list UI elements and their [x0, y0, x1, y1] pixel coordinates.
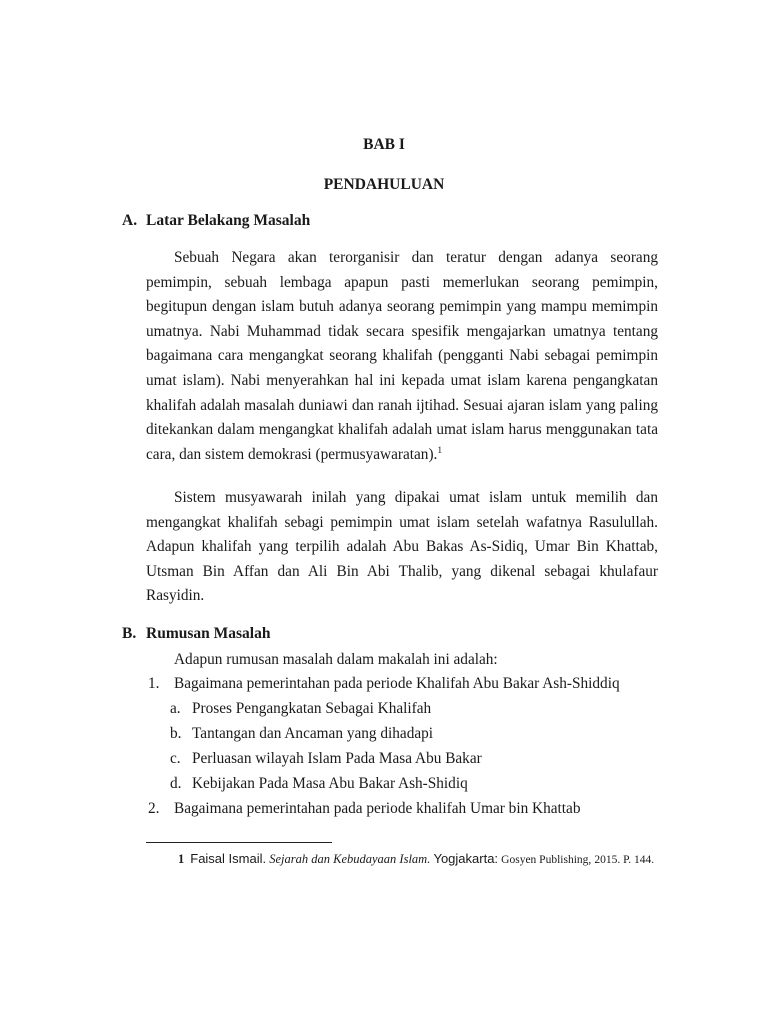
footnote-number: 1 [178, 852, 185, 866]
list-item-1 [148, 675, 620, 693]
list-item-1-number: 1. [148, 675, 160, 692]
footnote-book-title: Sejarah dan Kebudayaan Islam. [269, 852, 431, 866]
section-b-label: B. [122, 625, 137, 642]
list-item-1-text: Bagaimana pemerintahan pada periode Khalifah Abu Bakar Ash-Shiddiq [174, 675, 620, 692]
sub-item-d-text: Kebijakan Pada Masa Abu Bakar Ash-Shidiq [192, 775, 468, 792]
list-item-2-text: Bagaimana pemerintahan pada periode khalifah Umar bin Khattab [174, 800, 581, 817]
background-paragraph-2 [146, 486, 658, 609]
chapter-label: BAB I [363, 136, 405, 153]
sub-item-a [170, 700, 431, 718]
section-a-title: Latar Belakang Masalah [146, 212, 311, 229]
footnote-author: Faisal Ismail. [190, 851, 267, 866]
paragraph-1-text: Sebuah Negara akan terorganisir dan teratur dengan adanya seorang pemimpin, sebuah lembaga apapun pasti memerlukan seorang pemimpin, begitupun dengan islam butuh adanya seorang pemimpin yang mampu memimpin umatnya. Nabi Muhammad tidak secara spesifik mengajarkan umatnya tentang bagaimana cara mengangkat seorang khalifah (pengganti Nabi sebagai pemimpin umat islam). Nabi menyerahkan hal ini kepada umat islam karena pengangkatan khalifah adalah masalah duniawi dan ranah ijtihad. Sesuai ajaran islam yang paling ditekankan dalam mengangkat khalifah adalah umat islam harus menggunakan tata cara, dan sistem demokrasi (permusyawaratan). [146, 249, 658, 463]
section-b-title: Rumusan Masalah [146, 625, 271, 642]
sub-item-c-text: Perluasan wilayah Islam Pada Masa Abu Bakar [192, 750, 482, 767]
sub-item-c [170, 750, 482, 768]
footnote-reference[interactable]: 1 [437, 445, 443, 456]
sub-item-d-label: d. [170, 775, 182, 792]
section-a-label: A. [122, 212, 138, 229]
background-paragraph-1 [146, 246, 658, 467]
sub-item-c-label: c. [170, 750, 181, 767]
chapter-title: PENDAHULUAN [323, 176, 445, 193]
problem-intro: Adapun rumusan masalah dalam makalah ini adalah: [174, 651, 498, 668]
section-a-heading [122, 212, 310, 230]
sub-item-d [170, 775, 468, 793]
footnote [146, 848, 658, 871]
paragraph-2-text: Sistem musyawarah inilah yang dipakai umat islam untuk memilih dan mengangkat khalifah sebagi pemimpin umat islam setelah wafatnya Rasulullah. Adapun khalifah yang terpilih adalah Abu Bakas As-Sidiq, Umar Bin Khattab, Utsman Bin Affan dan Ali Bin Abi Thalib, yang dikenal sebagai khulafaur Rasyidin. [146, 489, 658, 605]
footnote-separator [146, 842, 332, 843]
sub-item-b-text: Tantangan dan Ancaman yang dihadapi [192, 725, 434, 742]
sub-item-a-text: Proses Pengangkatan Sebagai Khalifah [192, 700, 432, 717]
sub-item-a-label: a. [170, 700, 181, 717]
footnote-year-page: 2015. P. 144. [594, 854, 655, 866]
footnote-city: Yogjakarta: [433, 851, 499, 866]
list-item-2-number: 2. [148, 800, 160, 817]
list-item-2 [148, 800, 580, 818]
section-b-heading [122, 625, 270, 643]
footnote-publisher: Gosyen Publishing, [501, 854, 592, 866]
sub-item-b-label: b. [170, 725, 182, 742]
sub-item-b [170, 725, 433, 743]
